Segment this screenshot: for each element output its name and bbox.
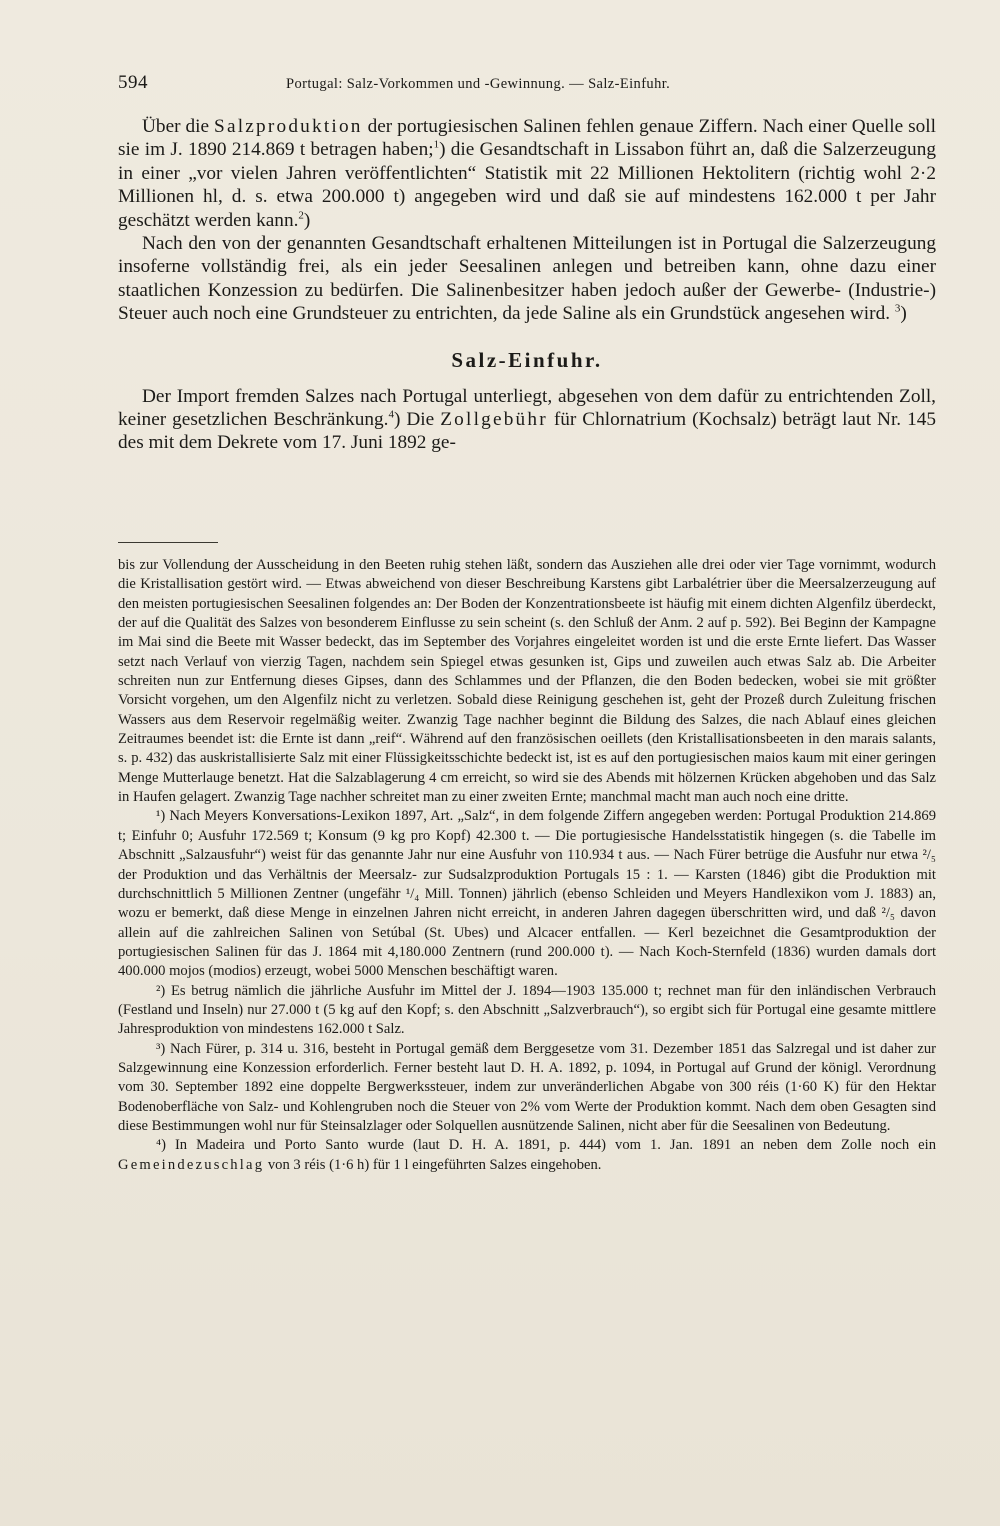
page-number: 594 <box>118 72 148 93</box>
footnote-3: ³) Nach Fürer, p. 314 u. 316, besteht in Portugal gemäß dem Berggesetze vom 31. Dezember 1851 das Salzregal und ist daher zur Salzgewinnung eine Konzession erforderlich. Ferner besteht laut D. H. A. 1892, p. 1094, in Portugal auf Grund der königl. Verordnung vom 30. September 1892 eine doppelte Bergwerkssteuer, indem zur unveränderlichen Abgabe von 300 réis (1·60 K) für den Hektar Bodenoberfläche von Salz- und Kohlengruben noch die Steuer von 2% vom Werte der Produktion kommt. Nach dem oben Gesagten sind diese Bestimmungen wohl nur für Steinsalzlager oder Solquellen ausnützende Salinen, nicht aber für die Seesalinen von Bedeutung. <box>118 1040 936 1134</box>
section-heading: Salz-Einfuhr. <box>451 347 603 372</box>
text-run: der portugiesischen Salinen fehlen genaue Ziffern. Nach einer Quelle soll sie im J. 1890 214.869 t betragen haben; <box>118 116 936 161</box>
text-run: ) <box>303 209 311 231</box>
text-run: ⁴) In Madeira und Porto Santo wurde (laut D. H. A. 1891, p. 444) vom 1. Jan. 1891 an neben dem Zolle noch ein <box>156 1137 936 1154</box>
footnote-1: ¹) Nach Meyers Konversations-Lexikon 1897, Art. „Salz“, in dem folgende Ziffern angegeben werden: Portugal Produktion 214.869 t; Einfuhr 0; Ausfuhr 172.569 t; Konsum (9 kg pro Kopf) 42.300 t. — Die portugiesische Handelsstatistik hingegen (s. die Tabelle im Abschnitt „Salzausfuhr“) weist für das genannte Jahr nur eine Ausfuhr von 110.934 t aus. — Nach Fürer betrüge die Ausfuhr nur etwa ²/₅ der Produktion und das Verhältnis der Meersalz- zur Sudsalzproduktion Portugals 15 : 1. — Karsten (1846) gibt die Produktion mit durchschnittlich 5 Millionen Zentner (ungefähr ¹/₄ Mill. Tonnen) jährlich (ebenso Schleiden und Meyers Handlexikon vom J. 1883) an, wozu er bemerkt, daß diese Menge in einzelnen Jahren nicht erreicht, in anderen Jahren dagegen überschritten wird, und daß ²/₅ davon allein auf die zahlreichen Salinen von Setúbal (St. Ubes) und Alcacer entfallen. — Kerl bezeichnet die Gesamtproduktion der portugiesischen Salinen für das J. 1864 mit 4,180.000 Zentnern (rund 200.000 t). — Nach Koch-Sternfeld (1836) wurden damals dort 400.000 mojos (modios) erzeugt, wobei 5000 Menschen beschäftigt waren. <box>118 808 936 980</box>
page-header <box>118 72 938 98</box>
footnote-4 <box>118 1136 936 1175</box>
footnote-ref-1: 1 <box>433 138 440 151</box>
text-run: von 3 réis (1·6 h) für 1 l eingeführten Salzes eingehoben. <box>264 1156 602 1173</box>
main-text <box>118 115 936 455</box>
emphasis-spaced: Salzproduktion <box>214 116 363 137</box>
text-run: Über die <box>142 116 215 137</box>
text-run: ) die Gesandtschaft in Lissabon führt an, daß die Salzerzeugung in einer „vor vielen Jahren veröffentlichten“ Statistik mit 22 Millionen Hektolitern (richtig wohl 2·2 Millionen hl, d. s. etwa 200.000 t) angegeben wird und daß sie auf mindestens 162.000 t per Jahr geschätzt werden kann. <box>118 139 936 231</box>
footnote-ref-4: 4 <box>388 408 394 421</box>
footnote-continuation: bis zur Vollendung der Ausscheidung in den Beeten ruhig stehen läßt, sondern das Ausziehen alle drei oder vier Tage vornimmt, wodurch die Kristallisation gestört wird. — Etwas abweichend von dieser Beschreibung Karstens gibt Larbalétrier über die Meersalzerzeugung auf den meisten portugiesischen Seesalinen folgendes an: Der Boden der Konzentrationsbeete ist häufig mit einem dichten Algenfilz überdeckt, der auf die Qualität des Salzes von besonderem Einflusse zu sein scheint (s. den Schluß der Anm. 2 auf p. 592). Bei Beginn der Kampagne im Mai sind die Beete mit Wasser bedeckt, das im September des Vorjahres eingeleitet worden ist und die erste Ernte liefert. Das Wasser setzt nach Verlauf von vierzig Tagen, nachdem sein Spiegel etwas gesunken ist, Gips und zuweilen auch etwas Salz ab. Die Arbeiter schreiten nun zur Entfernung dieses Gipses, dann des Schlammes und der Pflanzen, die den Boden bedecken, wobei sie mit größter Vorsicht vorgehen, um den Algenfilz nicht zu verletzen. Sobald diese Reinigung geschehen ist, geht der Prozeß durch Zuleitung frischen Wassers aus dem Reservoir regelmäßig weiter. Zwanzig Tage nachher beginnt die Bildung des Salzes, die nach Ablauf eines gleichen Zeitraumes beendet ist: die Ernte ist dann „reif“. Während auf den französischen oeillets (den Kristallisationsbeeten in den marais salants, s. p. 432) das auskristallisierte Salz mit einer Flüssigkeitsschichte bedeckt ist, ist es auf den portugiesischen maios kaum mit einer geringen Menge Mutterlauge benetzt. Hat die Salzablagerung 4 cm erreicht, so wird sie des Abends mit hölzernen Krücken abgehoben und das Salz in Haufen gelagert. Zwanzig Tage nachher schreitet man zu einer zweiten Ernte; manchmal macht man auch noch eine dritte. <box>118 557 936 806</box>
footnotes <box>118 556 936 1175</box>
paragraph-production-freedom <box>118 232 936 326</box>
paragraph-salt-import <box>118 385 936 455</box>
text-run: ) Die <box>394 409 441 431</box>
footnote-2: ²) Es betrug nämlich die jährliche Ausfuhr im Mittel der J. 1894—1903 135.000 t; rechnet man für den inländischen Verbrauch (Festland und Inseln) nur 27.000 t (5 kg auf den Kopf; s. den Abschnitt „Salzverbrauch“), so ergibt sich für Portugal eine gesamte mittlere Jahresproduktion von mindestens 162.000 t Salz. <box>118 982 936 1038</box>
text-run: für Chlornatrium (Kochsalz) beträgt laut Nr. 145 des mit dem Dekrete vom 17. Juni 1892 ge- <box>118 409 936 454</box>
footnote-divider <box>118 542 218 543</box>
running-head: Portugal: Salz-Vorkommen und -Gewinnung. — Salz-Einfuhr. <box>286 76 671 92</box>
paragraph-salt-production <box>118 115 936 232</box>
text-run: Der Import fremden Salzes nach Portugal unterliegt, abgesehen von dem dafür zu entrichtenden Zoll, keiner gesetzlichen Beschränkung. <box>118 385 936 431</box>
emphasis-spaced: Gemeindezuschlag <box>118 1156 265 1173</box>
text-run: ) <box>900 303 907 325</box>
footnote-ref-2: 2 <box>298 209 304 222</box>
emphasis-spaced: Zollgebühr <box>440 409 548 431</box>
footnote-ref-3: 3 <box>894 302 901 315</box>
text-run: Nach den von der genannten Gesandtschaft erhaltenen Mitteilungen ist in Portugal die Salzerzeugung insoferne vollständig frei, als ein jeder Seesalinen anlegen und betreiben kann, ohne dazu einer staatlichen Konzession zu bedürfen. Die Salinenbesitzer haben jedoch außer der Gewerbe- (Industrie-) Steuer auch noch eine Grundsteuer zu entrichten, da jede Saline als ein Grundstück angesehen wird. <box>118 233 936 325</box>
